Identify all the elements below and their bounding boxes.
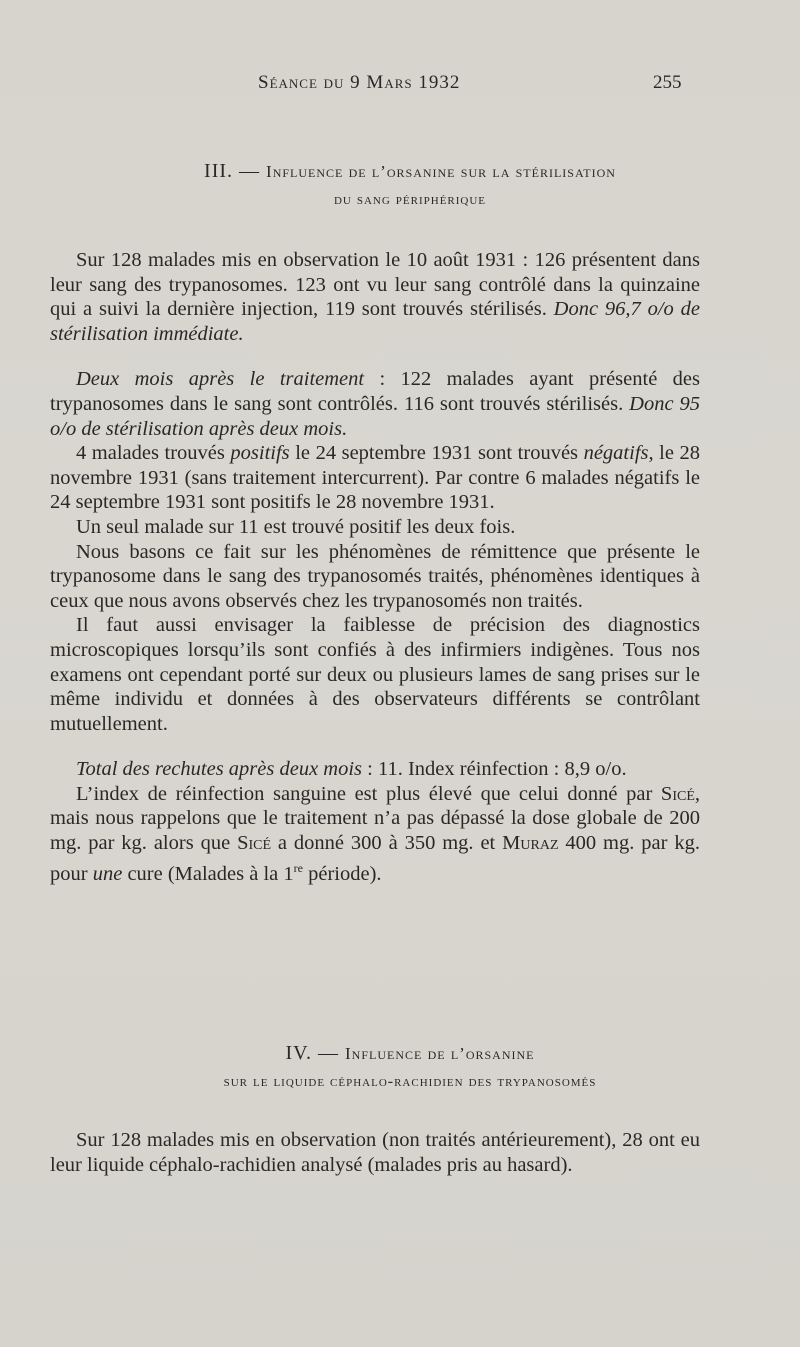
author-name: Sicé: [660, 782, 695, 805]
text-run: L’index de réinfection sanguine est plus élevé que celui donné par: [76, 782, 661, 805]
text-run: 400 mg. par kg. pour: [50, 832, 700, 885]
text-run: cure (Malades à la: [122, 862, 284, 885]
text-run: : 122 malades ayant présenté des trypanosomes dans le sang sont contrôlés. 116 sont trouvés stérilisés.: [50, 368, 700, 415]
running-head-title: Séance du 9 Mars 1932: [258, 72, 461, 93]
section-4-title-line1: [60, 1040, 760, 1067]
text-run: 4 malades trouvés: [76, 442, 231, 465]
section-4-heading: [60, 1040, 760, 1093]
section-3-title-line2: du sang périphérique: [333, 191, 487, 208]
paragraph: Il faut aussi envisager la faiblesse de précision des diagnostics microscopiques lorsqu’ils sont confiés à des infirmiers indigènes. Tous nos examens ont cependant porté sur deux ou plusieurs lames de sang prises sur le même individu et données à des observateurs différents se contrôlant mutuellement.: [50, 614, 700, 735]
paragraph: [50, 441, 700, 515]
paragraph: [50, 367, 700, 441]
section-4-title-line2: sur le liquide céphalo-rachidien des trypanosomés: [223, 1073, 597, 1090]
italic-run: Donc 95 o/o de stérilisation après deux mois.: [50, 392, 700, 440]
text-run: : 11. Index réinfection : 8,9 o/o.: [362, 758, 627, 781]
section-3-heading: [60, 158, 760, 211]
text-run: le 24 septembre 1931 sont trouvés: [289, 442, 584, 465]
paragraph: [50, 782, 700, 886]
section-3-body: [50, 248, 700, 886]
section-3-title-line1: [60, 158, 760, 185]
section-4-title-text: Influence de l’orsanine: [345, 1044, 535, 1063]
paragraph: Un seul malade sur 11 est trouvé positif les deux fois.: [76, 515, 516, 538]
text-run: période).: [302, 862, 382, 885]
page-number: 255: [653, 72, 682, 93]
paragraph: Sur 128 malades mis en observation (non traités antérieurement), 28 ont eu leur liquide céphalo-rachidien analysé (malades pris au hasard).: [50, 1129, 700, 1176]
author-name: Muraz: [502, 832, 559, 855]
text-run: , mais nous rappelons que le traitement n’a pas dépassé la dose globale de 200 mg. par kg. alors que: [50, 782, 700, 855]
section-4-body: [50, 1128, 700, 1177]
italic-run: positifs: [230, 442, 290, 465]
section-3-title-text: Influence de l’orsanine sur la stérilisation: [266, 162, 616, 181]
italic-run: une: [92, 862, 123, 885]
section-4-number: IV. —: [285, 1042, 340, 1064]
running-head: [0, 72, 800, 102]
text-run: Sur 128 malades mis en observation le 10 août 1931 : 126 présentent dans leur sang des trypanosomes. 123 ont vu leur sang contrôlé dans la quinzaine qui a suivi la dernière injection, 119 sont trouvés stérilisés.: [50, 249, 700, 321]
italic-run: négatifs: [583, 442, 649, 465]
paragraph: Nous basons ce fait sur les phénomènes de rémittence que présente le trypanosome dans le sang des trypanosomés traités, phénomènes identiques à ceux que nous avons observés chez les trypanosomés non traités.: [50, 540, 700, 612]
ordinal-suffix: re: [293, 860, 303, 875]
paragraph: [50, 757, 700, 782]
italic-run: Donc 96,7 o/o de stérilisation immédiate.: [50, 298, 700, 345]
italic-run: Deux mois après le traitement: [76, 368, 365, 391]
author-name: Sicé: [237, 832, 272, 855]
text-run: a donné 300 à 350 mg. et: [271, 832, 503, 855]
ordinal-number: 1: [283, 862, 294, 885]
paragraph: [50, 248, 700, 346]
section-3-number: III. —: [204, 160, 261, 182]
italic-run: Total des rechutes après deux mois: [76, 758, 363, 781]
text-run: , le 28 novembre 1931 (sans traitement intercurrent). Par contre 6 malades négatifs le 24 septembre 1931 sont positifs le 28 novembre 1931.: [50, 442, 701, 514]
